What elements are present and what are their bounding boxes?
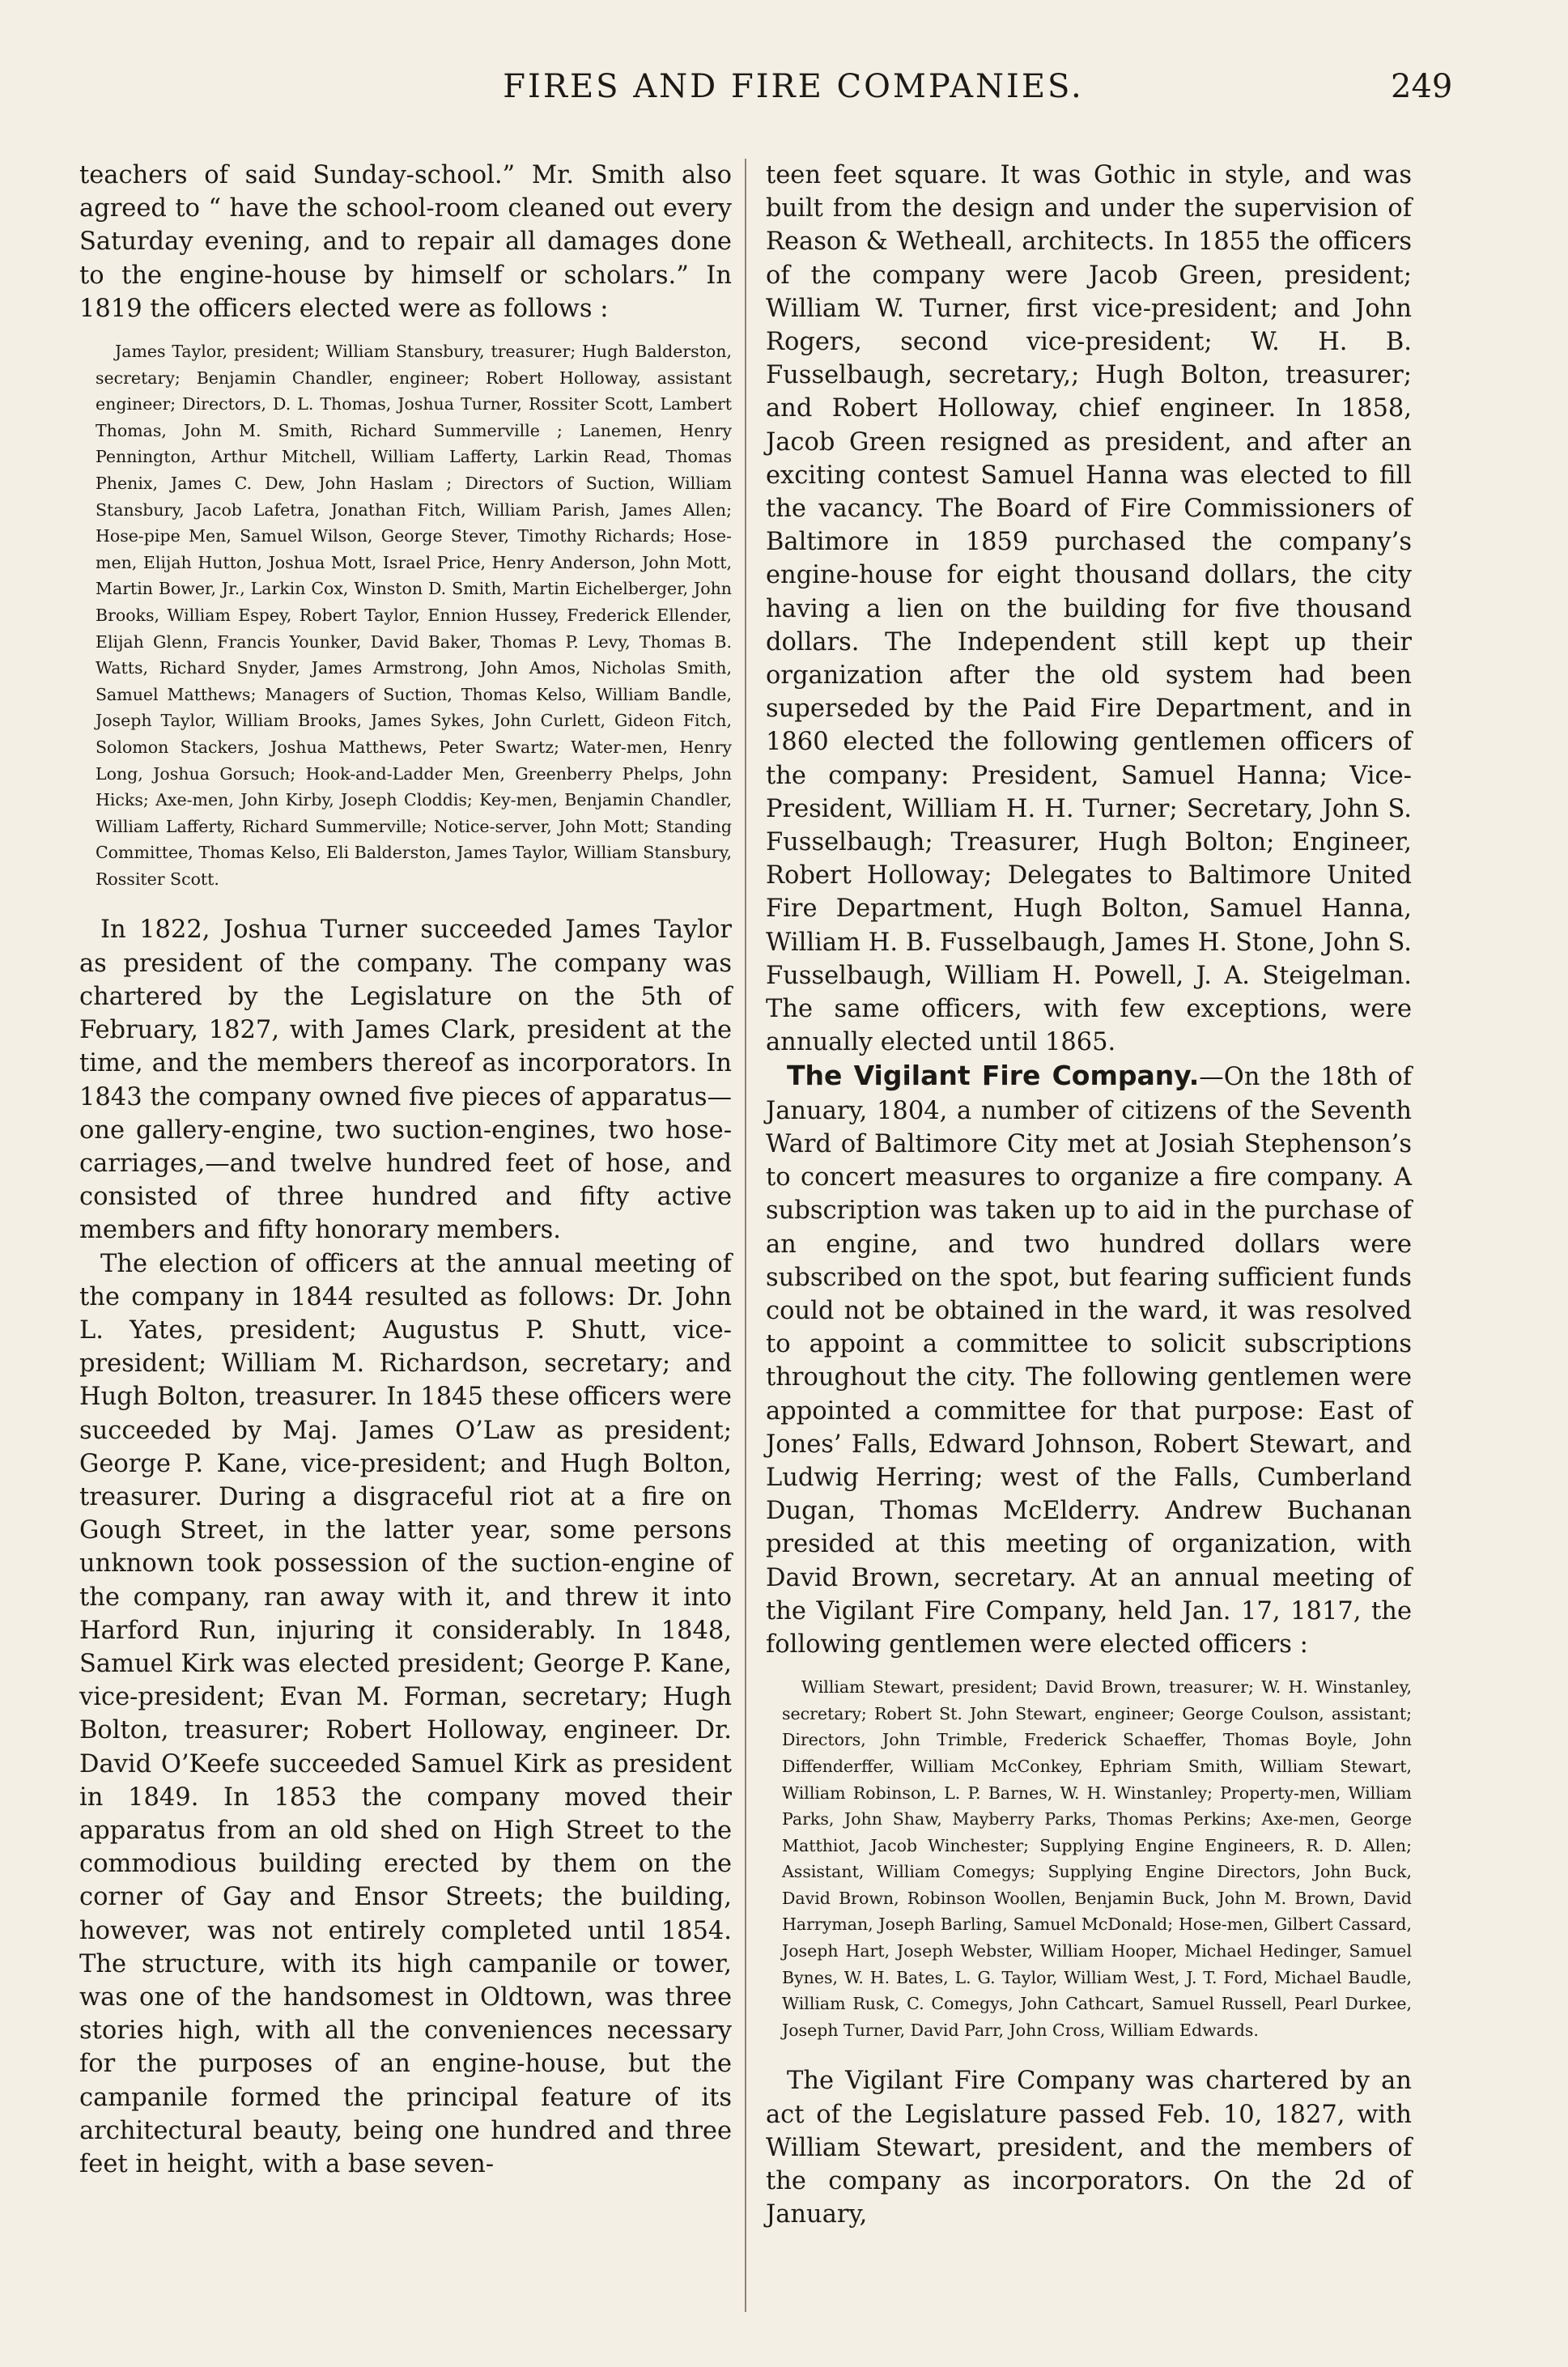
column-divider [745, 159, 746, 2312]
officers-list-1819: James Taylor, president; William Stansbury, treasurer; Hugh Balderston, secretary; Benjamin Chandler, engineer; Robert Holloway, assistant engineer; Directors, D. L. Thomas, Joshua Turner, Rossiter Scott, Lambert Thomas, John M. Smith, Richard Summerville ; Lanemen, Henry Pennington, Arthur Mitchell, William Lafferty, Larkin Read, Thomas Phenix, James C. Dew, John Haslam ; Directors of Suction, William Stansbury, Jacob Lafetra, Jonathan Fitch, William Parish, James Allen; Hose-pipe Men, Samuel Wilson, George Stever, Timothy Richards; Hose-men, Elijah Hutton, Joshua Mott, Israel Price, Henry Anderson, John Mott, Martin Bower, Jr., Larkin Cox, Winston D. Smith, Martin Eichelberger, John Brooks, William Espey, Robert Taylor, Ennion Hussey, Frederick Ellender, Elijah Glenn, Francis Younker, David Baker, Thomas P. Levy, Thomas B. Watts, Richard Snyder, James Armstrong, John Amos, Nicholas Smith, Samuel Matthews; Managers of Suction, Thomas Kelso, William Bandle, Joseph Taylor, William Brooks, James Sykes, John Curlett, Gideon Fitch, Solomon Stackers, Joshua Matthews, Peter Swartz; Water-men, Henry Long, Joshua Gorsuch; Hook-and-Ladder Men, Greenberry Phelps, John Hicks; Axe-men, John Kirby, Joseph Cloddis; Key-men, Benjamin Chandler, William Lafferty, Richard Summerville; Notice-server, John Mott; Standing Committee, Thomas Kelso, Eli Balderston, James Taylor, William Stansbury, Rossiter Scott. [96, 342, 732, 889]
paragraph-vigilant-founding [766, 1059, 1412, 1661]
paragraph-sunday-school: teachers of said Sunday-school.” Mr. Smith also agreed to “ have the school-room cleaned out every Saturday evening, and to repair all damages done to the engine-house by himself or scholars.” In 1819 the officers elected were as follows : [79, 161, 732, 323]
paragraph-vigilant-text: —On the 18th of January, 1804, a number of citizens of the Seventh Ward of Baltimore City met at Josiah Stephenson’s to concert measures to organize a fire company. A subscription was taken up to aid in the purchase of an engine, and two hundred dollars were subscribed on the spot, but fearing sufficient funds could not be obtained in the ward, it was resolved to appoint a committee to solicit subscriptions throughout the city. The following gentlemen were appointed a committee for that purpose: East of Jones’ Falls, Edward Johnson, Robert Stewart, and Ludwig Herring; west of the Falls, Cumberland Dugan, Thomas McElderry. Andrew Buchanan presided at this meeting of organization, with David Brown, secretary. At an annual meeting of the Vigilant Fire Company, held Jan. 17, 1817, the following gentlemen were elected officers : [766, 1063, 1413, 1659]
paragraph-election-1844: The election of officers at the annual meeting of the company in 1844 resulted as follows: Dr. John L. Yates, president; Augustus P. Shutt, vice-president; William M. Richardson, secretary; and Hugh Bolton, treasurer. In 1845 these officers were succeeded by Maj. James O’Law as president; George P. Kane, vice-president; and Hugh Bolton, treasurer. During a disgraceful riot at a fire on Gough Street, in the latter year, some persons unknown took possession of the suction-engine of the company, ran away with it, and threw it into Harford Run, injuring it considerably. In 1848, Samuel Kirk was elected president; George P. Kane, vice-president; Evan M. Forman, secretary; Hugh Bolton, treasurer; Robert Holloway, engineer. Dr. David O’Keefe succeeded Samuel Kirk as president in 1849. In 1853 the company moved their apparatus from an old shed on High Street to the commodious building erected by them on the corner of Gay and Ensor Streets; the building, however, was not entirely completed until 1854. The structure, with its high campanile or tower, was one of the handsomest in Oldtown, was three stories high, with all the conveniences necessary for the purposes of an engine-house, but the campanile formed the principal feature of its architectural beauty, being one hundred and three feet in height, with a base seven- [79, 1249, 732, 2178]
running-title: FIRES AND FIRE COMPANIES. [503, 68, 1084, 105]
paragraph-charter-1827: In 1822, Joshua Turner succeeded James Taylor as president of the company. The company was chartered by the Legislature on the 5th of February, 1827, with James Clark, president at the time, and the members thereof as incorporators. In 1843 the company owned five pieces of apparatus—one gallery-engine, two suction-engines, two hose-carriages,—and twelve hundred feet of hose, and consisted of three hundred and fifty active members and fifty honorary members. [79, 916, 732, 1245]
right-column [766, 159, 1412, 2335]
section-heading-vigilant: The Vigilant Fire Company. [787, 1060, 1200, 1092]
officers-list-1817: William Stewart, president; David Brown, treasurer; W. H. Winstanley, secretary; Robert St. John Stewart, engineer; George Coulson, assistant; Directors, John Trimble, Frederick Schaeffer, Thomas Boyle, John Diffenderffer, William McConkey, Ephriam Smith, William Stewart, William Robinson, L. P. Barnes, W. H. Winstanley; Property-men, William Parks, John Shaw, Mayberry Parks, Thomas Perkins; Axe-men, George Matthiot, Jacob Winchester; Supplying Engine Engineers, R. D. Allen; Assistant, William Comegys; Supplying Engine Directors, John Buck, David Brown, Robinson Woollen, Benjamin Buck, John M. Brown, David Harryman, Joseph Barling, Samuel McDonald; Hose-men, Gilbert Cassard, Joseph Hart, Joseph Webster, William Hooper, Michael Hedinger, Samuel Bynes, W. H. Bates, L. G. Taylor, William West, J. T. Ford, Michael Baudle, William Rusk, C. Comegys, John Cathcart, Samuel Russell, Pearl Durkee, Joseph Turner, David Parr, John Cross, William Edwards. [782, 1677, 1412, 2040]
page-number: 249 [1391, 68, 1453, 105]
left-column [79, 159, 732, 2335]
paragraph-vigilant-charter: The Vigilant Fire Company was chartered by an act of the Legislature passed Feb. 10, 1827, with William Stewart, president, and the members of the company as incorporators. On the 2d of January, [766, 2067, 1412, 2229]
paragraph-engine-house: teen feet square. It was Gothic in style, and was built from the design and under the supervision of Reason & Wetheall, architects. In 1855 the officers of the company were Jacob Green, president; William W. Turner, first vice-president; and John Rogers, second vice-president; W. H. B. Fusselbaugh, secretary,; Hugh Bolton, treasurer; and Robert Holloway, chief engineer. In 1858, Jacob Green resigned as president, and after an exciting contest Samuel Hanna was elected to fill the vacancy. The Board of Fire Commissioners of Baltimore in 1859 purchased the company’s engine-house for eight thousand dollars, the city having a lien on the building for five thousand dollars. The Independent still kept up their organization after the old system had been superseded by the Paid Fire Department, and in 1860 elected the following gentlemen officers of the company: President, Samuel Hanna; Vice-President, William H. H. Turner; Secretary, John S. Fusselbaugh; Treasurer, Hugh Bolton; Engineer, Robert Holloway; Delegates to Baltimore United Fire Department, Hugh Bolton, Samuel Hanna, William H. B. Fusselbaugh, James H. Stone, John S. Fusselbaugh, William H. Powell, J. A. Steigelman. The same officers, with few exceptions, were annually elected until 1865. [766, 161, 1412, 1057]
page-header [0, 68, 1568, 133]
